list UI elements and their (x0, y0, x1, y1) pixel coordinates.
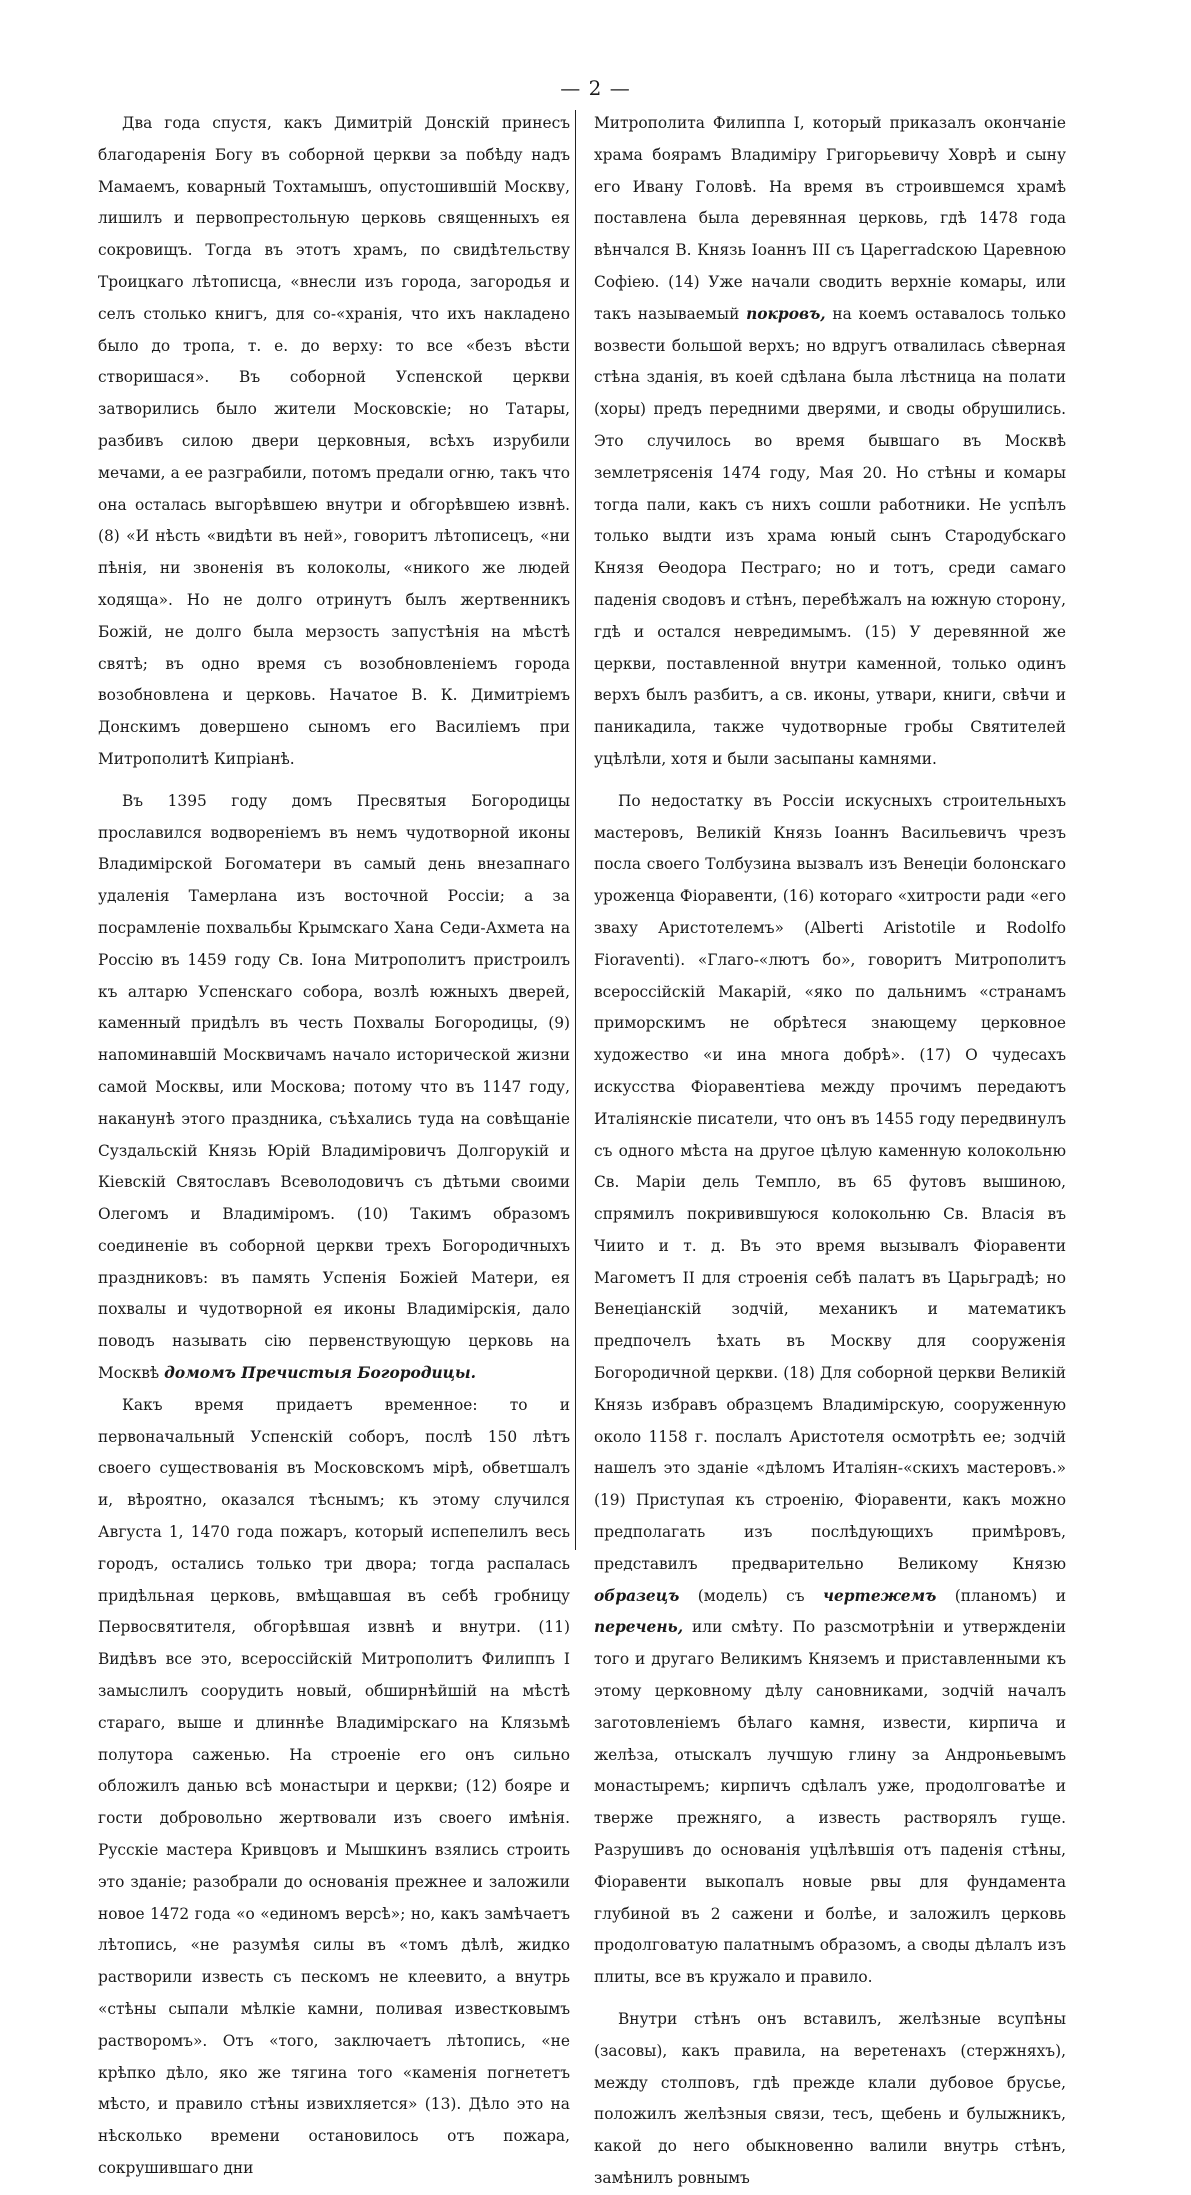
page-number: — 2 — (560, 76, 631, 100)
paragraph: Два года спустя, какъ Димитрій Донскій принесъ благодаренія Богу въ соборной церкви за побѣду надъ Мамаемъ, коварный Тохтамышъ, опустошившій Москву, лишилъ и первопрестольную церковь священныхъ ея сокровищъ. Тогда въ этотъ храмъ, по свидѣтельству Троицкаго лѣтописца, «внесли изъ города, загородья и селъ столько книгъ, для со-«хранія, что ихъ накладено было до тропа, т. е. до верху: то все «безъ вѣсти створишася». Въ соборной Успенской церкви затворились было жители Московскіе; но Татары, разбивъ силою двери церковныя, всѣхъ изрубили мечами, а ее разграбили, потомъ предали огню, такъ что она осталась выгорѣвшею внутри и обгорѣвшею извнѣ. (8) «И нѣсть «видѣти въ ней», говоритъ лѣтописецъ, «ни пѣнія, ни звоненія въ колоколы, «никого же людей ходяща». Но не долго отринутъ былъ жертвенникъ Божій, не долго была мерзость запустѣнія на мѣстѣ святѣ; въ одно время съ возобновленіемъ города возобновлена и церковь. Начатое В. К. Димитріемъ Донскимъ довершено сыномъ его Василіемъ при Митрополитѣ Кипріанѣ. (98, 114, 570, 768)
paragraph-text: Митрополита Филиппа I, который приказалъ окончаніе храма боярамъ Владиміру Григорьевичу Ховрѣ и сыну его Ивану Головѣ. На время въ строившемся храмѣ поставлена была деревянная церковь, гдѣ 1478 года вѣнчался В. Князь Іоаннъ III съ Царегradскою Царевною Софіею. (14) Уже начали сводить верхніе комары, или такъ называемый (594, 114, 1066, 323)
paragraph-text: (планомъ) и (954, 1586, 1066, 1605)
emphasis-text: образецъ (594, 1586, 680, 1605)
paragraph-text: По недостатку въ Россіи искусныхъ строительныхъ мастеровъ, Великій Князь Іоаннъ Васильевичъ чрезъ посла своего Толбузина вызвалъ изъ Венеціи болонскаго уроженца Фіоравенти, (16) котораго «хитрости ради «его зваху Аристотелемъ» (Alberti Aristotile и Rodolfo Fioraventi). «Глаго-«лютъ бо», говоритъ Митрополитъ всероссійскій Макарій, «яко по дальнимъ «странамъ приморскимъ не обрѣтеся знающему церковное художество «и ина многа добрѣ». (17) О чудесахъ искусства Фіоравентіева между прочимъ передаютъ Италіянскіе писатели, что онъ въ 1455 году передвинулъ съ одного мѣста на другое цѣлую каменную колокольню Св. Маріи дель Темпло, въ 65 футовъ вышиною, спрямилъ покривившуюся колокольню Св. Власія въ Чиито и т. д. Въ это время вызывалъ Фіоравенти Магометъ II для строенія себѣ палатъ въ Царьградѣ; но Венеціанскій зодчій, механикъ и математикъ предпочелъ ѣхать въ Москву для сооруженія Богородичной церкви. (18) Для соборной церкви Великій Князь избравъ образцемъ Владимірскую, сооруженную около 1158 г. послалъ Аристотеля осмотрѣть ее; зодчій нашелъ это зданіе «дѣломъ Италіян-«скихъ мастеровъ.» (19) Приступая къ строенію, Фіоравенти, какъ можно предполагать изъ послѣдующихъ примѣровъ, представилъ предварительно Великому Князю (594, 791, 1066, 1573)
paragraph (594, 108, 1066, 776)
paragraph-text: (модель) съ (697, 1586, 805, 1605)
paragraph-text: на коемъ оставалось только возвести большой верхъ; но вдругъ отвалилась сѣверная стѣна зданія, въ коей сдѣлана была лѣстница на полати (хоры) предъ передними дверями, и своды обрушились. Это случилось во время бывшаго въ Москвѣ землетрясенія 1474 году, Мая 20. Но стѣны и комары тогда пали, какъ съ нихъ сошли работники. Не успѣлъ только выдти изъ храма юный сынъ Стародубскаго Князя Ѳеодора Пестраго; но и тотъ, среди самаго паденія сводовъ и стѣнъ, перебѣжалъ на южную сторону, гдѣ и остался невредимымъ. (15) У деревянной же церкви, поставленной внутри каменной, только одинъ верхъ былъ разбитъ, а св. иконы, утвари, книги, свѣчи и паникадила, также чудотворные гробы Святителей уцѣлѣли, хотя и были засыпаны камнями. (594, 304, 1066, 768)
emphasis-text: чертежемъ (823, 1586, 937, 1605)
emphasis-text: перечень, (594, 1618, 684, 1637)
emphasis-text: домомъ Пречистыя Богородицы. (164, 1364, 477, 1383)
paragraph (594, 786, 1066, 1994)
left-column (98, 108, 570, 2185)
paragraph (98, 786, 570, 1390)
paragraph: Какъ время придаетъ временное: то и первоначальный Успенскій соборъ, послѣ 150 лѣтъ своего существованія въ Московскомъ мірѣ, обветшалъ и, вѣроятно, оказался тѣснымъ; къ этому случился Августа 1, 1470 года пожаръ, который испепелилъ весь городъ, остались только три двора; тогда распалась придѣльная церковь, вмѣщавшая въ себѣ гробницу Первосвятителя, обгорѣвшая извнѣ и внутри. (11) Видѣвъ все это, всероссійскій Митрополитъ Филиппъ I замыслилъ соорудить новый, обширнѣйшій на мѣстѣ стараго, выше и длиннѣе Владимірскаго на Клязьмѣ полутора саженью. На строеніе его онъ сильно обложилъ данью всѣ монастыри и церкви; (12) бояре и гости добровольно жертвовали изъ своего имѣнія. Русскіе мастера Кривцовъ и Мышкинъ взялись строить это зданіе; разобрали до основанія прежнее и заложили новое 1472 года «о «единомъ версѣ»; но, какъ замѣчаетъ лѣтопись, «не разумѣя силы въ «томъ дѣлѣ, жидко растворили известь съ пескомъ не клеевито, а внутрь «стѣны сыпали мѣлкіе камни, поливая известковымъ растворомъ». Отъ «того, заключаетъ лѣтопись, «не крѣпко дѣло, яко же тягина того «каменія погнететъ мѣсто, и правило стѣны извихляется» (13). Дѣло это на нѣсколько времени остановилось отъ пожара, сокрушившаго дни (98, 1395, 570, 2177)
right-column (594, 108, 1066, 2195)
paragraph-text: или смѣту. По разсмотрѣніи и утвержденіи того и другаго Великимъ Княземъ и приставленными къ этому церковному дѣлу сановниками, зодчій началъ заготовленіемъ бѣлаго камня, извести, кирпича и желѣза, отыскалъ лучшую глину за Андроньевымъ монастыремъ; кирпичъ сдѣлалъ уже, продолговатѣе и твержe прежняго, а известь растворялъ гуще. Разрушивъ до основанія уцѣлѣвшія отъ паденія стѣны, Фіоравенти выкопалъ новые рвы для фундамента глубиной въ 2 сажени и болѣе, и заложилъ церковь продолговатую палатнымъ образомъ, а своды дѣлалъ изъ плиты, все въ кружало и правило. (594, 1618, 1066, 1987)
column-divider (575, 110, 576, 1550)
paragraph-text: Въ 1395 году домъ Пресвятыя Богородицы прославился водвореніемъ въ немъ чудотворной иконы Владимірской Богоматери въ самый день внезапнаго удаленія Тамерлана изъ восточной Россіи; а за посрамленіе похвальбы Крымскаго Хана Седи-Ахмета на Россію въ 1459 году Св. Іона Митрополитъ пристроилъ къ алтарю Успенскаго собора, возлѣ южныхъ дверей, каменный придѣлъ въ честь Похвалы Богородицы, (9) напоминавшій Москвичамъ начало исторической жизни самой Москвы, или Москова; потому что въ 1147 году, наканунѣ этого праздника, съѣхались туда на совѣщаніе Суздальскій Князь Юрій Владиміровичъ Долгорукій и Кіевскій Святославъ Всеволодовичъ съ дѣтьми своими Олегомъ и Владиміромъ. (10) Такимъ образомъ соединеніе въ соборной церкви трехъ Богородичныхъ праздниковъ: въ память Успенія Божіей Матери, ея похвалы и чудотворной ея иконы Владимірскія, дало поводъ называть сію первенствующую церковь на Москвѣ (98, 791, 570, 1383)
emphasis-text: покровъ, (746, 304, 826, 323)
paragraph: Внутри стѣнъ онъ вставилъ, желѣзные всупѣны (засовы), какъ правила, на веретенахъ (стержняхъ), между столповъ, гдѣ прежде клали дубовое брусье, положилъ желѣзныя связи, тесъ, щебень и булыжникъ, какой до него обыкновенно валили внутрь стѣнъ, замѣнилъ ровнымъ (594, 2010, 1066, 2187)
